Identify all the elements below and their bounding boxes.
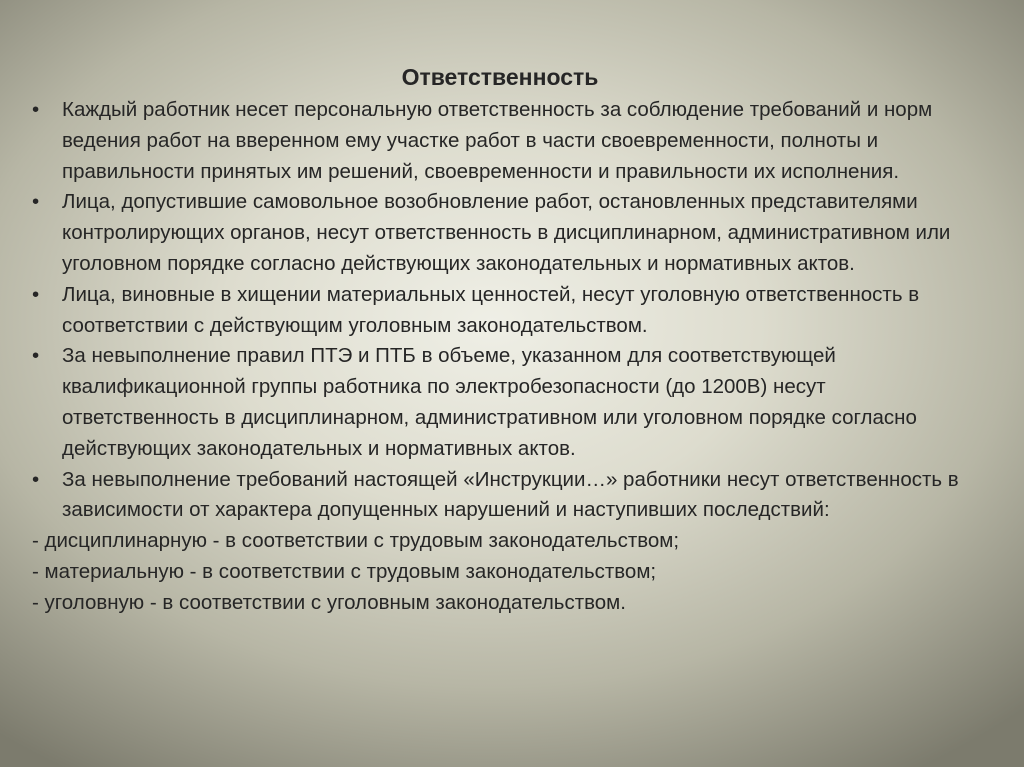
slide-title: Ответственность bbox=[401, 64, 599, 90]
bullet-text: За невыполнение правил ПТЭ и ПТБ в объеме, указанном для соответствующей квалификационной группы работника по электробезопасности (до 1200В) несут ответственность в дисциплинарном, административном или уголовном порядке согласно действующих законодательных и нормативных актов. bbox=[62, 344, 917, 460]
slide-content bbox=[32, 95, 982, 619]
bullet-item bbox=[32, 280, 982, 342]
dash-list-item: - дисциплинарную - в соответствии с трудовым законодательством; bbox=[32, 529, 680, 553]
bullet-dot-icon: • bbox=[32, 190, 40, 214]
bullet-text: За невыполнение требований настоящей «Инструкции…» работники несут ответственность в зависимости от характера допущенных нарушений и наступивших последствий: bbox=[62, 467, 959, 522]
bullet-text: Лица, допустившие самовольное возобновление работ, остановленных представителями контролирующих органов, несут ответственность в дисциплинарном, административном или уголовном порядке согласно действующих законодательных и нормативных актов. bbox=[62, 190, 951, 275]
bullet-dot-icon: • bbox=[32, 282, 40, 306]
bullet-item bbox=[32, 341, 982, 464]
bullet-dot-icon: • bbox=[32, 98, 40, 121]
bullet-dot-icon: • bbox=[32, 467, 40, 491]
bullet-text: Лица, виновные в хищении материальных ценностей, несут уголовную ответственность в соответствии с действующим уголовным законодательством. bbox=[62, 282, 920, 337]
bullet-dot-icon: • bbox=[32, 344, 40, 368]
bullet-item bbox=[32, 465, 982, 527]
bullet-text: Каждый работник несет персональную ответственность за соблюдение требований и норм ведения работ на вверенном ему участке работ в части своевременности, полноты и правильности принятых им решений, своевременности и правильности их исполнения. bbox=[62, 98, 933, 183]
bullet-item bbox=[32, 95, 982, 187]
bullet-item bbox=[32, 187, 982, 279]
dash-list-item: - уголовную - в соответствии с уголовным законодательством. bbox=[32, 590, 626, 614]
dash-list-item: - материальную - в соответствии с трудовым законодательством; bbox=[32, 559, 657, 583]
